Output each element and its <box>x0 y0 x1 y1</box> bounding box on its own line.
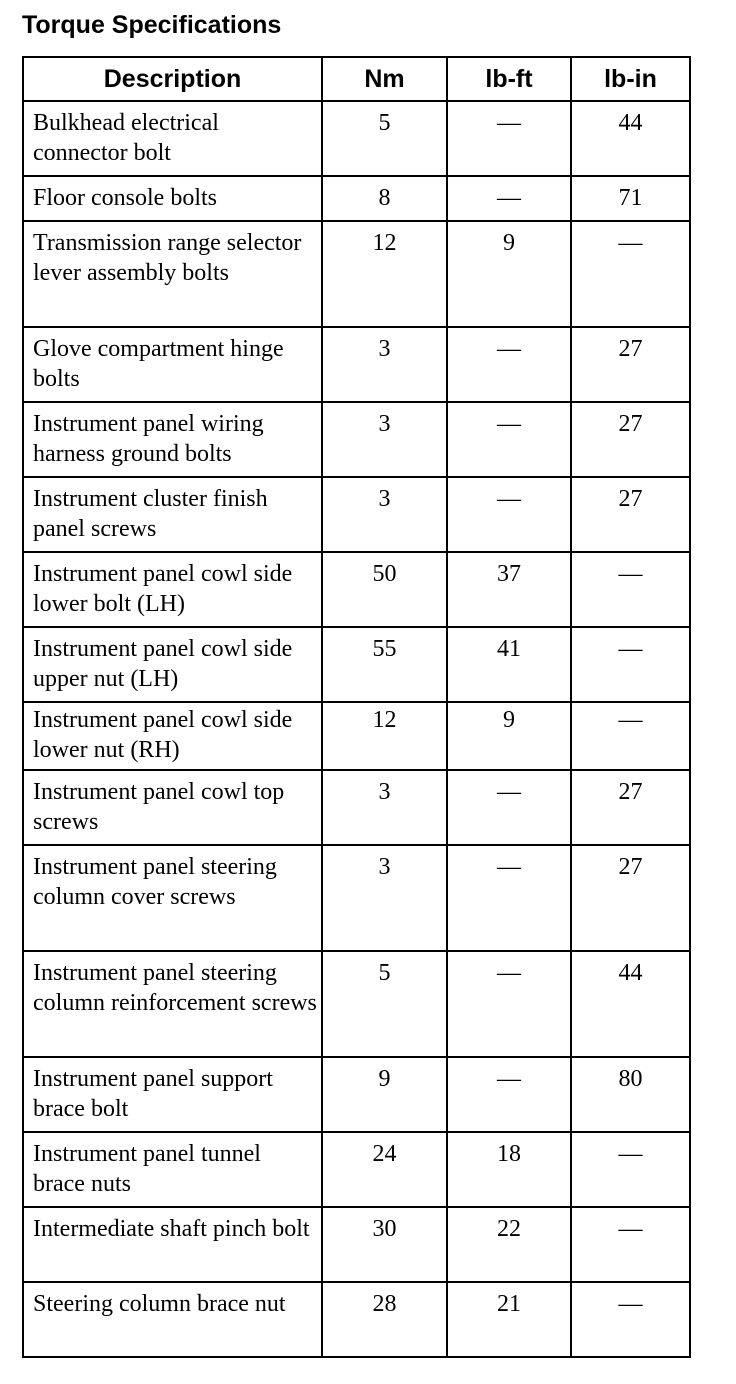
cell-description: Steering column brace nut <box>23 1282 322 1357</box>
cell-lb-ft: — <box>447 477 571 552</box>
table-row <box>23 1282 690 1357</box>
column-header-description: Description <box>23 57 322 101</box>
cell-description: Instrument panel cowl top screws <box>23 770 322 845</box>
cell-nm: 3 <box>322 845 447 951</box>
cell-nm: 5 <box>322 101 447 176</box>
cell-lb-ft: 41 <box>447 627 571 702</box>
table-row <box>23 951 690 1057</box>
cell-nm: 50 <box>322 552 447 627</box>
cell-lb-ft: — <box>447 327 571 402</box>
cell-lb-in: — <box>571 627 690 702</box>
table-row <box>23 770 690 845</box>
table-row <box>23 845 690 951</box>
cell-description: Instrument panel steering column reinforcement screws <box>23 951 322 1057</box>
cell-nm: 28 <box>322 1282 447 1357</box>
table-row <box>23 402 690 477</box>
cell-lb-ft: — <box>447 845 571 951</box>
cell-lb-ft: — <box>447 951 571 1057</box>
cell-nm: 3 <box>322 770 447 845</box>
table-row <box>23 1132 690 1207</box>
torque-specifications-table <box>22 56 691 1358</box>
cell-description: Transmission range selector lever assembly bolts <box>23 221 322 327</box>
cell-description: Intermediate shaft pinch bolt <box>23 1207 322 1282</box>
table-row <box>23 477 690 552</box>
cell-description: Instrument panel wiring harness ground bolts <box>23 402 322 477</box>
cell-lb-ft: 37 <box>447 552 571 627</box>
cell-nm: 9 <box>322 1057 447 1132</box>
cell-lb-in: 27 <box>571 477 690 552</box>
cell-lb-in: — <box>571 1282 690 1357</box>
cell-lb-in: 44 <box>571 101 690 176</box>
cell-lb-ft: — <box>447 101 571 176</box>
cell-lb-ft: — <box>447 402 571 477</box>
cell-nm: 30 <box>322 1207 447 1282</box>
cell-lb-in: — <box>571 552 690 627</box>
table-row <box>23 552 690 627</box>
cell-lb-in: 71 <box>571 176 690 221</box>
cell-description: Instrument panel steering column cover screws <box>23 845 322 951</box>
cell-lb-ft: 9 <box>447 221 571 327</box>
cell-description: Instrument cluster finish panel screws <box>23 477 322 552</box>
cell-lb-in: 27 <box>571 327 690 402</box>
cell-lb-ft: 9 <box>447 702 571 770</box>
cell-lb-in: — <box>571 221 690 327</box>
table-row <box>23 702 690 770</box>
cell-lb-ft: — <box>447 176 571 221</box>
cell-lb-in: — <box>571 702 690 770</box>
cell-nm: 55 <box>322 627 447 702</box>
column-header-nm: Nm <box>322 57 447 101</box>
cell-description: Floor console bolts <box>23 176 322 221</box>
page-title: Torque Specifications <box>22 11 282 39</box>
table-row <box>23 221 690 327</box>
cell-nm: 24 <box>322 1132 447 1207</box>
cell-lb-in: 80 <box>571 1057 690 1132</box>
table-row <box>23 627 690 702</box>
cell-description: Instrument panel support brace bolt <box>23 1057 322 1132</box>
cell-lb-ft: 18 <box>447 1132 571 1207</box>
cell-lb-ft: 21 <box>447 1282 571 1357</box>
cell-lb-ft: — <box>447 770 571 845</box>
cell-nm: 3 <box>322 477 447 552</box>
cell-description: Instrument panel cowl side lower bolt (LH) <box>23 552 322 627</box>
column-header-lb-in: lb-in <box>571 57 690 101</box>
cell-nm: 3 <box>322 327 447 402</box>
table-row <box>23 176 690 221</box>
cell-description: Instrument panel cowl side lower nut (RH) <box>23 702 322 770</box>
table-row <box>23 1057 690 1132</box>
cell-nm: 8 <box>322 176 447 221</box>
cell-lb-in: — <box>571 1132 690 1207</box>
cell-lb-ft: — <box>447 1057 571 1132</box>
cell-nm: 12 <box>322 221 447 327</box>
cell-lb-in: 27 <box>571 770 690 845</box>
table-row <box>23 327 690 402</box>
cell-nm: 12 <box>322 702 447 770</box>
column-header-lb-ft: lb-ft <box>447 57 571 101</box>
cell-description: Bulkhead electrical connector bolt <box>23 101 322 176</box>
cell-lb-in: 44 <box>571 951 690 1057</box>
cell-lb-ft: 22 <box>447 1207 571 1282</box>
cell-description: Instrument panel tunnel brace nuts <box>23 1132 322 1207</box>
table-row <box>23 1207 690 1282</box>
cell-nm: 3 <box>322 402 447 477</box>
table-header-row <box>23 57 690 101</box>
table-row <box>23 101 690 176</box>
cell-lb-in: 27 <box>571 845 690 951</box>
cell-lb-in: 27 <box>571 402 690 477</box>
cell-nm: 5 <box>322 951 447 1057</box>
cell-description: Glove compartment hinge bolts <box>23 327 322 402</box>
cell-lb-in: — <box>571 1207 690 1282</box>
cell-description: Instrument panel cowl side upper nut (LH) <box>23 627 322 702</box>
